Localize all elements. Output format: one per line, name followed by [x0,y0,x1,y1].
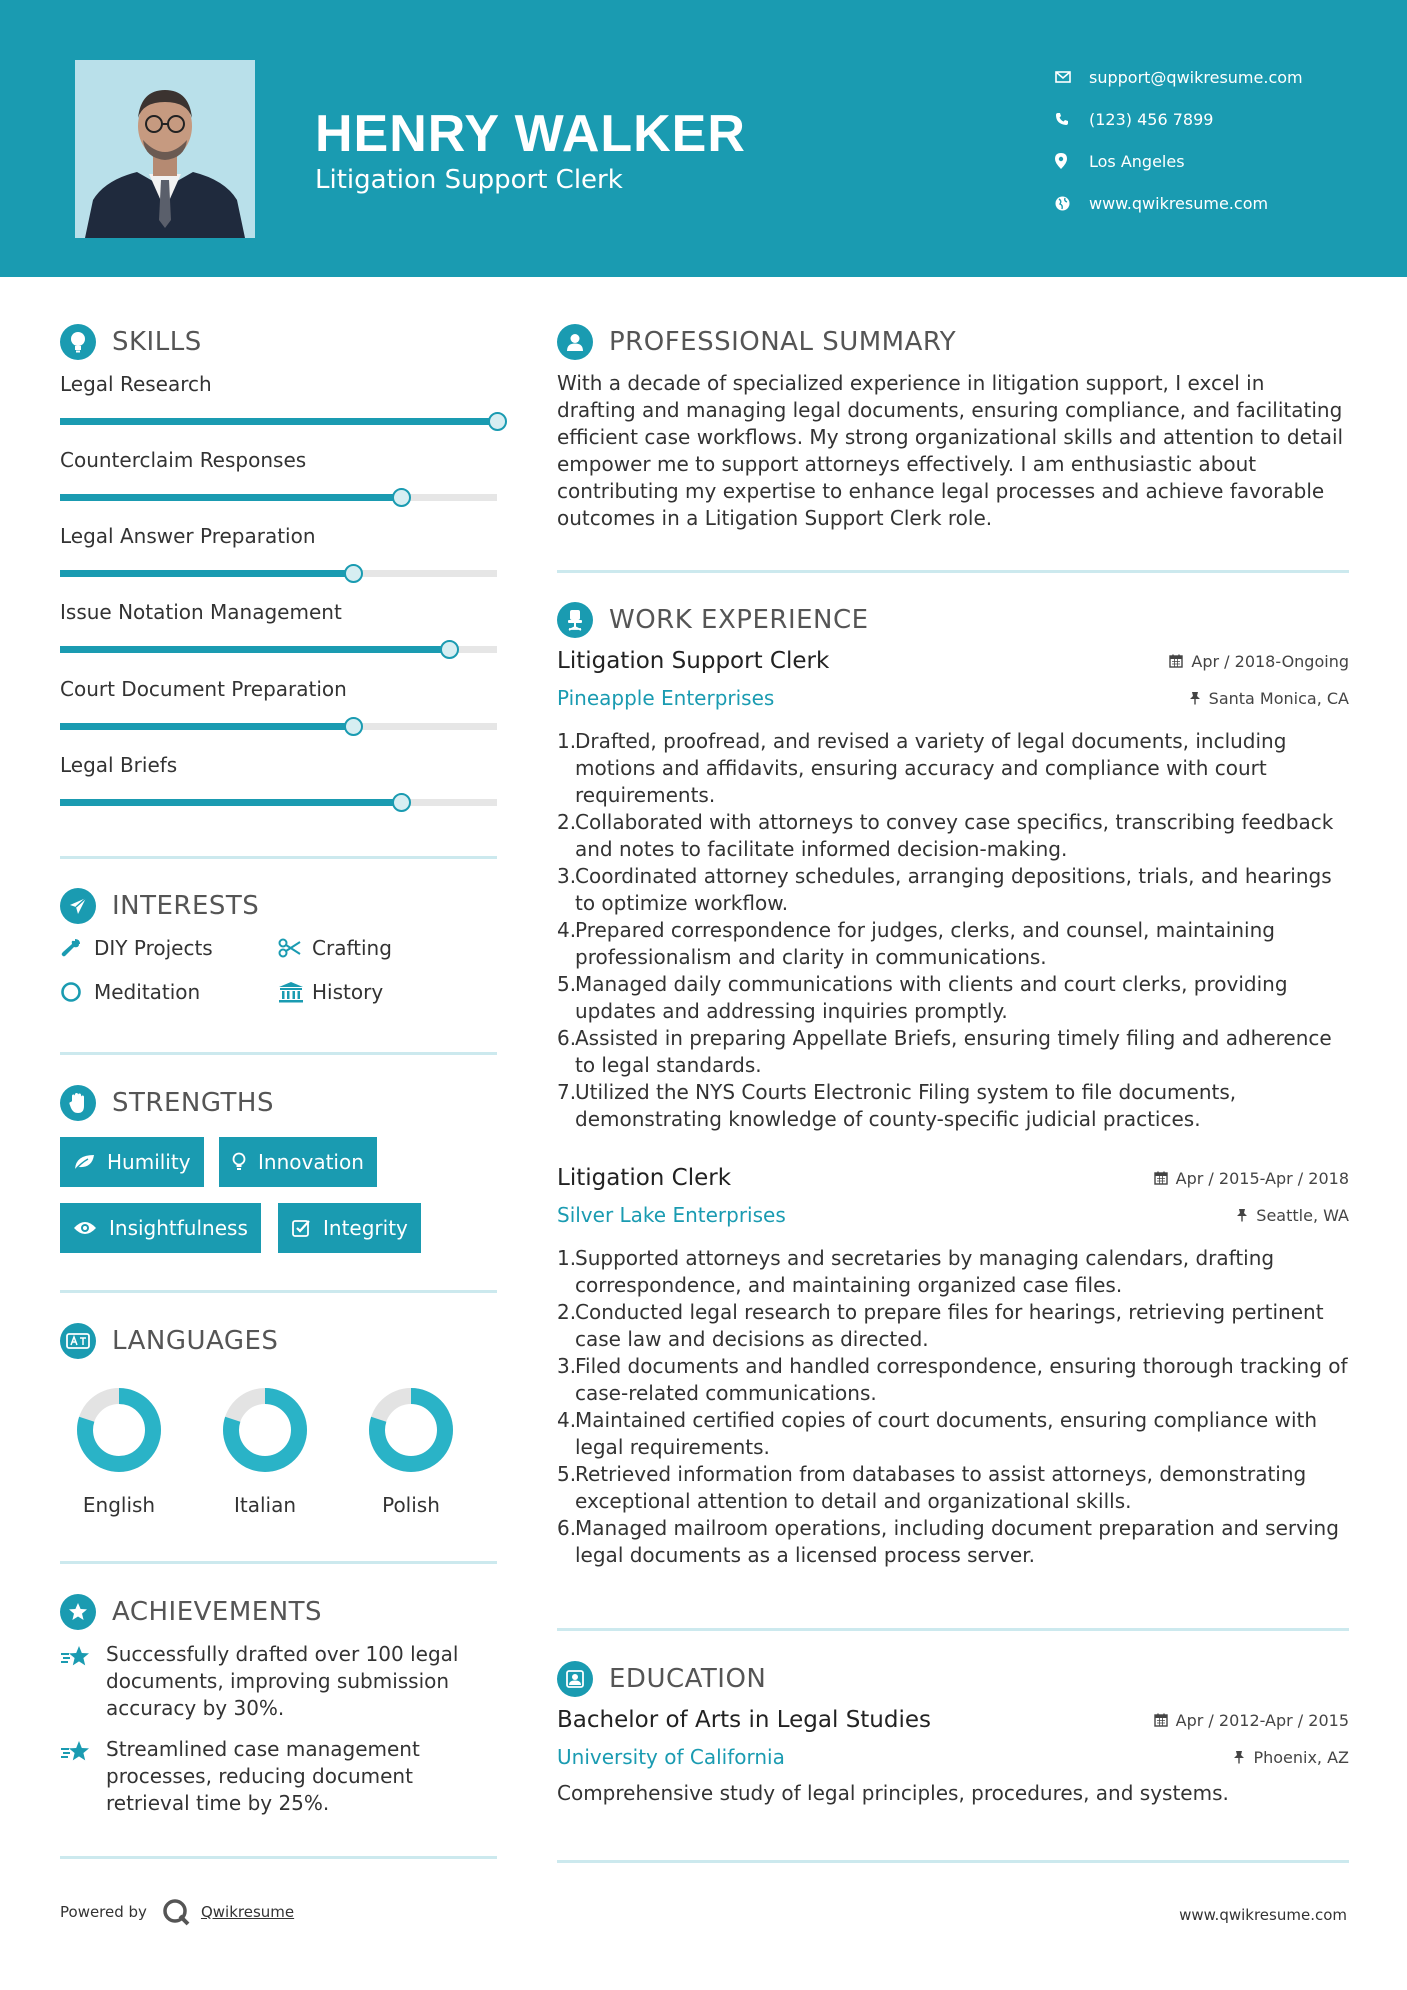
summary-title: PROFESSIONAL SUMMARY [609,327,957,357]
office-chair-icon [557,602,593,638]
skill-label: Legal Answer Preparation [60,524,316,548]
candidate-title: Litigation Support Clerk [315,165,623,195]
map-pin-icon [1055,153,1089,169]
check-square-icon [291,1218,311,1238]
languages-heading [60,1323,278,1359]
strength-label: Innovation [258,1150,364,1174]
language-item [351,1385,471,1517]
summary-text: With a decade of specialized experience in litigation support, I excel in drafting and managing legal documents, ensuring compliance, and facilitating efficient case workflows. My strong organizational skills and attention to detail empower me to support attorneys effectively. I am enthusiastic about contributing my expertise to enhance legal processes and achieve favorable outcomes in a Litigation Support Clerk role. [557,371,1344,530]
achievement-text: Streamlined case management processes, reducing document retrieval time by 25%. [106,1737,420,1815]
contact-list [1055,56,1303,224]
skill-bar [60,799,497,806]
list-item: 3. Filed documents and handled correspondence, ensuring thorough tracking of case-related communications. [557,1354,1348,1405]
skill-bar [60,494,497,501]
scissors-icon [278,938,312,958]
skill-bar-fill [60,723,353,730]
calendar-icon [1154,1171,1168,1185]
skill-item [60,448,497,501]
star-icon [60,1736,106,1817]
language-item [59,1385,179,1517]
languages-title: LANGUAGES [112,1326,279,1356]
bank-icon [278,981,312,1003]
wrench-icon [60,937,94,959]
calendar-icon [1169,654,1183,668]
interest-label: DIY Projects [94,936,213,960]
pushpin-icon [1236,1208,1248,1222]
skill-label: Legal Research [60,372,212,396]
job-location-text: Santa Monica, CA [1208,688,1349,708]
interest-item [278,936,392,960]
strength-label: Humility [107,1150,191,1174]
strength-label: Integrity [323,1216,408,1240]
skill-bar-knob [344,717,363,736]
skill-bar-fill [60,494,401,501]
contact-website-text: www.qwikresume.com [1089,193,1269,213]
skill-label: Issue Notation Management [60,600,342,624]
education-date-text: Apr / 2012-Apr / 2015 [1175,1710,1349,1730]
section-divider [60,1856,497,1859]
skill-label: Court Document Preparation [60,677,347,701]
education-title: EDUCATION [609,1664,767,1694]
job-location [1236,1206,1349,1225]
powered-by-text: Powered by [60,1903,147,1921]
section-divider [557,1628,1349,1631]
achievement-item [60,1736,497,1817]
footer-website[interactable]: www.qwikresume.com [1179,1906,1347,1924]
interest-item [278,980,383,1004]
phone-icon [1055,112,1089,126]
achievement-item [60,1641,497,1722]
strength-chip [219,1137,377,1187]
globe-icon [1055,196,1089,211]
contact-location [1055,140,1303,182]
hand-icon [60,1085,96,1121]
job-date [1154,1169,1349,1188]
achievement-text: Successfully drafted over 100 legal documents, improving submission accuracy by 30%. [106,1642,459,1720]
skill-bar-fill [60,646,449,653]
translate-icon [60,1323,96,1359]
section-divider [60,1290,497,1293]
skill-item [60,372,497,425]
skill-bar-fill [60,570,353,577]
circle-icon [60,981,94,1003]
language-donut [59,1385,179,1475]
resume-header [0,0,1407,277]
paper-plane-icon [60,888,96,924]
language-label: English [82,1493,156,1517]
profile-photo [75,60,255,238]
skill-item [60,600,497,653]
contact-phone[interactable] [1055,98,1303,140]
strengths-heading [60,1085,274,1121]
skill-bar [60,418,497,425]
list-item: 7. Utilized the NYS Courts Electronic Filing system to file documents, demonstrating knowledge of county-specific judicial practices. [557,1080,1237,1131]
job-role: Litigation Clerk [557,1165,732,1191]
graduate-icon [557,1661,593,1697]
education-description: Comprehensive study of legal principles, procedures, and systems. [557,1781,1229,1805]
user-icon [557,324,593,360]
skill-bar-knob [392,793,411,812]
footer-powered-by [60,1897,294,1927]
list-item: 4. Maintained certified copies of court documents, ensuring compliance with legal requirements. [557,1408,1318,1459]
lightbulb-icon [60,324,96,360]
interest-item [60,980,200,1004]
contact-location-text: Los Angeles [1089,151,1185,171]
strength-chip [60,1137,204,1187]
education-entry [557,1707,1349,1805]
section-divider [557,570,1349,573]
skill-bar-knob [440,640,459,659]
eye-icon [73,1220,97,1236]
education-date [1154,1711,1349,1730]
job-date-text: Apr / 2015-Apr / 2018 [1175,1168,1349,1188]
strengths-title: STRENGTHS [112,1088,274,1118]
experience-title: WORK EXPERIENCE [609,605,869,635]
skills-title: SKILLS [112,327,202,357]
skill-bar [60,570,497,577]
candidate-name: HENRY WALKER [315,105,746,163]
list-item: 3. Coordinated attorney schedules, arranging depositions, trials, and hearings to optimize workflow. [557,864,1332,915]
list-item: 4. Prepared correspondence for judges, clerks, and counsel, maintaining professionalism and clarity in communications. [557,918,1275,969]
list-item: 5. Retrieved information from databases to assist attorneys, demonstrating exceptional attention to detail and organizational skills. [557,1462,1307,1513]
skill-bar-knob [344,564,363,583]
language-item [205,1385,325,1517]
job-date-text: Apr / 2018-Ongoing [1191,651,1349,671]
list-item: 2. Conducted legal research to prepare files for hearings, retrieving pertinent case law and decisions as directed. [557,1300,1324,1351]
lightbulb-icon [232,1152,246,1172]
experience-heading [557,602,869,638]
star-badge-icon [60,1594,96,1630]
section-divider [60,1052,497,1055]
interest-label: Meditation [94,980,201,1004]
achievements-heading [60,1594,322,1630]
skill-bar [60,723,497,730]
summary-heading [557,324,956,360]
section-divider [60,1561,497,1564]
job-bullets [557,728,1349,1133]
skill-bar-fill [60,418,497,425]
skill-bar-fill [60,799,401,806]
skill-item [60,524,497,577]
job-location [1189,689,1349,708]
job-bullets [557,1245,1349,1569]
language-donut [205,1385,325,1475]
contact-phone-text: (123) 456 7899 [1089,109,1214,129]
list-item: 2. Collaborated with attorneys to convey case specifics, transcribing feedback and notes to facilitate informed decision-making. [557,810,1334,861]
contact-email-text: support@qwikresume.com [1089,67,1303,87]
education-school: University of California [557,1745,785,1769]
skill-label: Legal Briefs [60,753,178,777]
education-location [1233,1748,1349,1767]
job-entry [557,1165,1349,1569]
interests-heading [60,888,259,924]
strength-chip [60,1203,261,1253]
list-item: 6. Assisted in preparing Appellate Briefs, ensuring timely filing and adherence to legal standards. [557,1026,1332,1077]
language-donut [351,1385,471,1475]
job-role: Litigation Support Clerk [557,648,830,674]
job-location-text: Seattle, WA [1256,1205,1349,1225]
job-entry [557,648,1349,1133]
list-item: 6. Managed mailroom operations, including document preparation and serving legal documents as a licensed process server. [557,1516,1339,1567]
skill-item [60,677,497,730]
skills-heading [60,324,202,360]
pushpin-icon [1233,1750,1245,1764]
strength-label: Insightfulness [109,1216,248,1240]
list-item: 5. Managed daily communications with clients and court clerks, providing updates and addressing inquiries promptly. [557,972,1288,1023]
pushpin-icon [1189,691,1201,705]
calendar-icon [1154,1713,1168,1727]
education-location-text: Phoenix, AZ [1253,1747,1349,1767]
leaf-icon [73,1153,95,1171]
job-company: Pineapple Enterprises [557,686,775,710]
skill-bar [60,646,497,653]
skill-item [60,753,497,806]
list-item: 1. Drafted, proofread, and revised a variety of legal documents, including motions and affidavits, ensuring accuracy and compliance with court requirements. [557,729,1287,807]
qwikresume-link[interactable]: Qwikresume [200,1903,295,1921]
contact-email[interactable] [1055,56,1303,98]
skill-bar-knob [488,412,507,431]
skill-label: Counterclaim Responses [60,448,307,472]
contact-website[interactable] [1055,182,1303,224]
list-item: 1. Supported attorneys and secretaries by managing calendars, drafting correspondence, and maintaining organized case files. [557,1246,1275,1297]
section-divider [60,856,497,859]
interest-item [60,936,213,960]
education-degree: Bachelor of Arts in Legal Studies [557,1707,932,1733]
qwikresume-logo-icon [161,1897,191,1927]
star-icon [60,1641,106,1722]
mail-icon [1055,71,1089,83]
interest-label: History [312,980,384,1004]
section-divider [557,1860,1349,1863]
job-date [1169,652,1349,671]
language-label: Italian [233,1493,297,1517]
strength-chip [278,1203,421,1253]
education-heading [557,1661,766,1697]
interests-title: INTERESTS [112,891,260,921]
job-company: Silver Lake Enterprises [557,1203,786,1227]
interest-label: Crafting [312,936,392,960]
achievements-title: ACHIEVEMENTS [112,1597,323,1627]
language-label: Polish [382,1493,440,1517]
skill-bar-knob [392,488,411,507]
